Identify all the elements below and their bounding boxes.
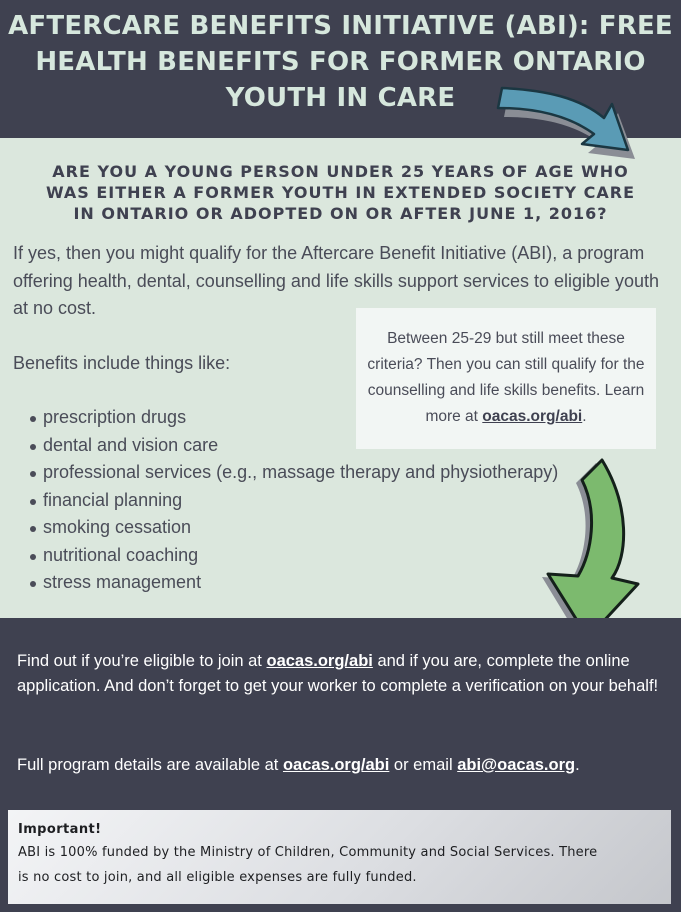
list-item: prescription drugs xyxy=(30,404,558,432)
benefits-heading: Benefits include things like: xyxy=(13,353,231,373)
eligibility-question xyxy=(30,161,651,224)
title-line-2: HEALTH BENEFITS FOR FORMER ONTARIO xyxy=(35,47,646,77)
curved-arrow-right-icon xyxy=(490,78,640,158)
question-line-3: IN ONTARIO OR ADOPTED ON OR AFTER JUNE 1, 2016? xyxy=(73,204,608,223)
list-item: financial planning xyxy=(30,487,558,515)
list-item: dental and vision care xyxy=(30,432,558,460)
details-link[interactable]: oacas.org/abi xyxy=(282,756,390,774)
important-line-1: ABI is 100% funded by the Ministry of Children, Community and Social Services. There xyxy=(18,845,598,860)
callout-text: Between 25-29 but still meet these criteria? Then you can still qualify for the counselling and life skills benefits. Learn more at xyxy=(367,330,645,425)
title-line-1: AFTERCARE BENEFITS INITIATIVE (ABI): FREE xyxy=(8,11,673,41)
important-title: Important! xyxy=(18,822,102,837)
eligibility-text-start: Find out if you’re eligible to join at xyxy=(17,652,267,670)
question-line-2: WAS EITHER A FORMER YOUTH IN EXTENDED SOCIETY CARE xyxy=(45,183,636,202)
eligibility-paragraph xyxy=(17,649,667,699)
title-line-3: YOUTH IN CARE xyxy=(225,83,456,113)
list-item: professional services (e.g., massage therapy and physiotherapy) xyxy=(30,459,558,487)
curved-arrow-down-icon xyxy=(540,456,650,642)
age-callout-box xyxy=(356,308,656,449)
callout-link[interactable]: oacas.org/abi xyxy=(482,408,583,425)
list-item: stress management xyxy=(30,569,558,597)
details-text-middle: or email xyxy=(389,756,458,774)
important-body xyxy=(18,840,661,890)
details-text-start: Full program details are available at xyxy=(17,756,283,774)
eligibility-link[interactable]: oacas.org/abi xyxy=(266,652,373,670)
program-details-paragraph xyxy=(17,753,667,778)
email-link[interactable]: abi@oacas.org xyxy=(457,756,576,774)
important-line-2: is no cost to join, and all eligible expenses are fully funded. xyxy=(18,870,417,885)
important-notice-box xyxy=(8,810,671,904)
details-text-end: . xyxy=(575,756,580,774)
intro-paragraph: If yes, then you might qualify for the Aftercare Benefit Initiative (ABI), a program offering health, dental, counselling and life skills support services to eligible youth at no cost. xyxy=(13,243,660,318)
list-item: smoking cessation xyxy=(30,514,558,542)
eligibility-text-end: and if you are, complete the online application. And don’t forget to get your worker to complete a verification on your behalf! xyxy=(17,652,659,695)
question-line-1: ARE YOU A YOUNG PERSON UNDER 25 YEARS OF AGE WHO xyxy=(52,162,629,181)
list-item: nutritional coaching xyxy=(30,542,558,570)
callout-period: . xyxy=(582,408,587,425)
